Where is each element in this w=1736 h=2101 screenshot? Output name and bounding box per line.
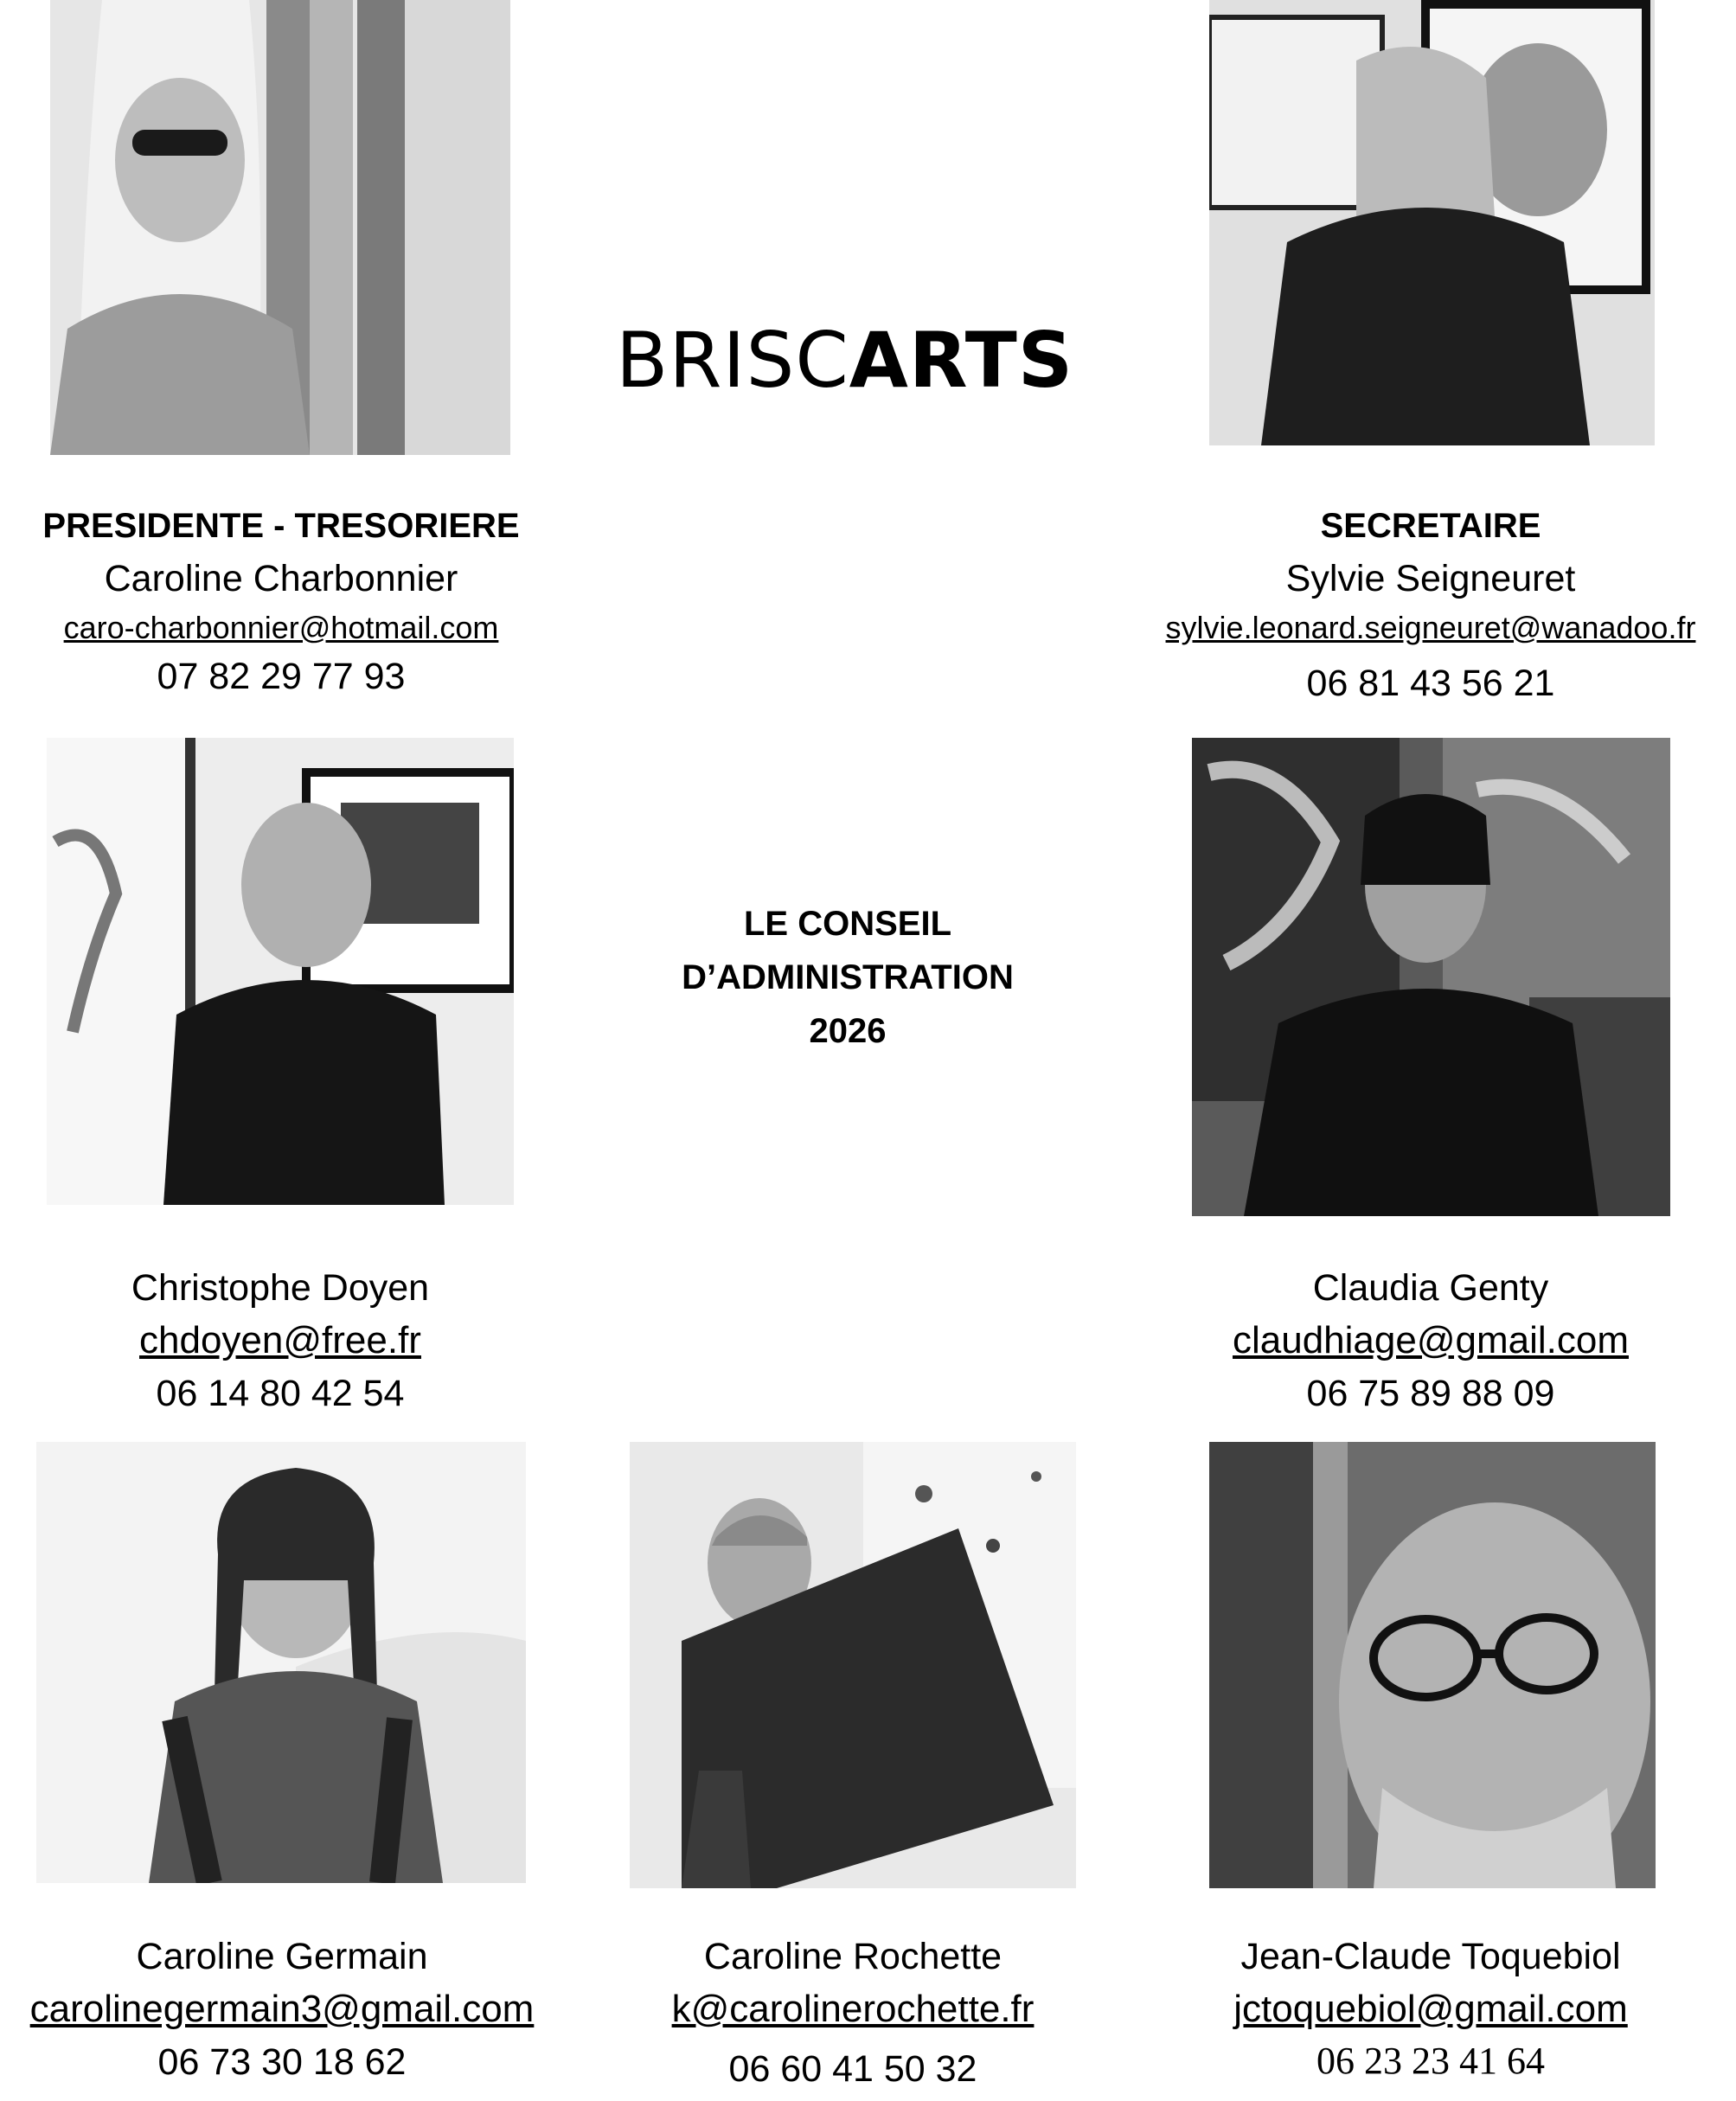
member-name: Claudia Genty <box>1312 1267 1549 1309</box>
member-email-link[interactable]: carolinegermain3@gmail.com <box>29 1988 535 2030</box>
member-email-link[interactable]: jctoquebiol@gmail.com <box>1233 1988 1628 2030</box>
logo-bold-part: ARTS <box>849 316 1074 405</box>
member-phone: 06 81 43 56 21 <box>1306 663 1555 704</box>
logo-light-part: BRISC <box>616 316 849 405</box>
member-phone: 06 60 41 50 32 <box>728 2048 977 2090</box>
board-title-line1: LE CONSEIL <box>743 905 952 943</box>
photo-caroline-rochette <box>630 1442 1076 1888</box>
member-name: Christophe Doyen <box>131 1267 430 1309</box>
member-email-link[interactable]: claudhiage@gmail.com <box>1232 1319 1629 1361</box>
member-name: Sylvie Seigneuret <box>1285 558 1576 599</box>
member-email-link[interactable]: sylvie.leonard.seigneuret@wanadoo.fr <box>1165 610 1696 645</box>
member-phone: 06 23 23 41 64 <box>1316 2040 1545 2082</box>
member-phone: 07 82 29 77 93 <box>157 656 406 697</box>
member-role: PRESIDENTE - TRESORIERE <box>42 507 520 545</box>
photo-sylvie-seigneuret <box>1209 0 1655 445</box>
board-title-line2: D’ADMINISTRATION <box>682 958 1014 996</box>
member-name: Jean-Claude Toquebiol <box>1240 1936 1621 1977</box>
member-phone: 06 75 89 88 09 <box>1306 1373 1555 1414</box>
briscarts-logo <box>616 316 1083 405</box>
member-role: SECRETAIRE <box>1320 507 1541 545</box>
member-email-link[interactable]: chdoyen@free.fr <box>139 1319 421 1361</box>
photo-caroline-charbonnier <box>50 0 510 455</box>
member-phone: 06 14 80 42 54 <box>156 1373 405 1414</box>
member-name: Caroline Germain <box>136 1936 428 1977</box>
photo-caroline-germain <box>36 1442 526 1883</box>
member-email-link[interactable]: k@carolinerochette.fr <box>671 1988 1035 2030</box>
member-email-link[interactable]: caro-charbonnier@hotmail.com <box>63 610 499 645</box>
photo-christophe-doyen <box>47 738 514 1205</box>
member-name: Caroline Rochette <box>703 1936 1003 1977</box>
board-title <box>605 897 1090 1058</box>
board-title-year: 2026 <box>809 1012 887 1050</box>
photo-jean-claude-toquebiol <box>1209 1442 1656 1888</box>
photo-claudia-genty <box>1192 738 1670 1216</box>
member-phone: 06 73 30 18 62 <box>157 2041 407 2083</box>
member-name: Caroline Charbonnier <box>104 558 458 599</box>
